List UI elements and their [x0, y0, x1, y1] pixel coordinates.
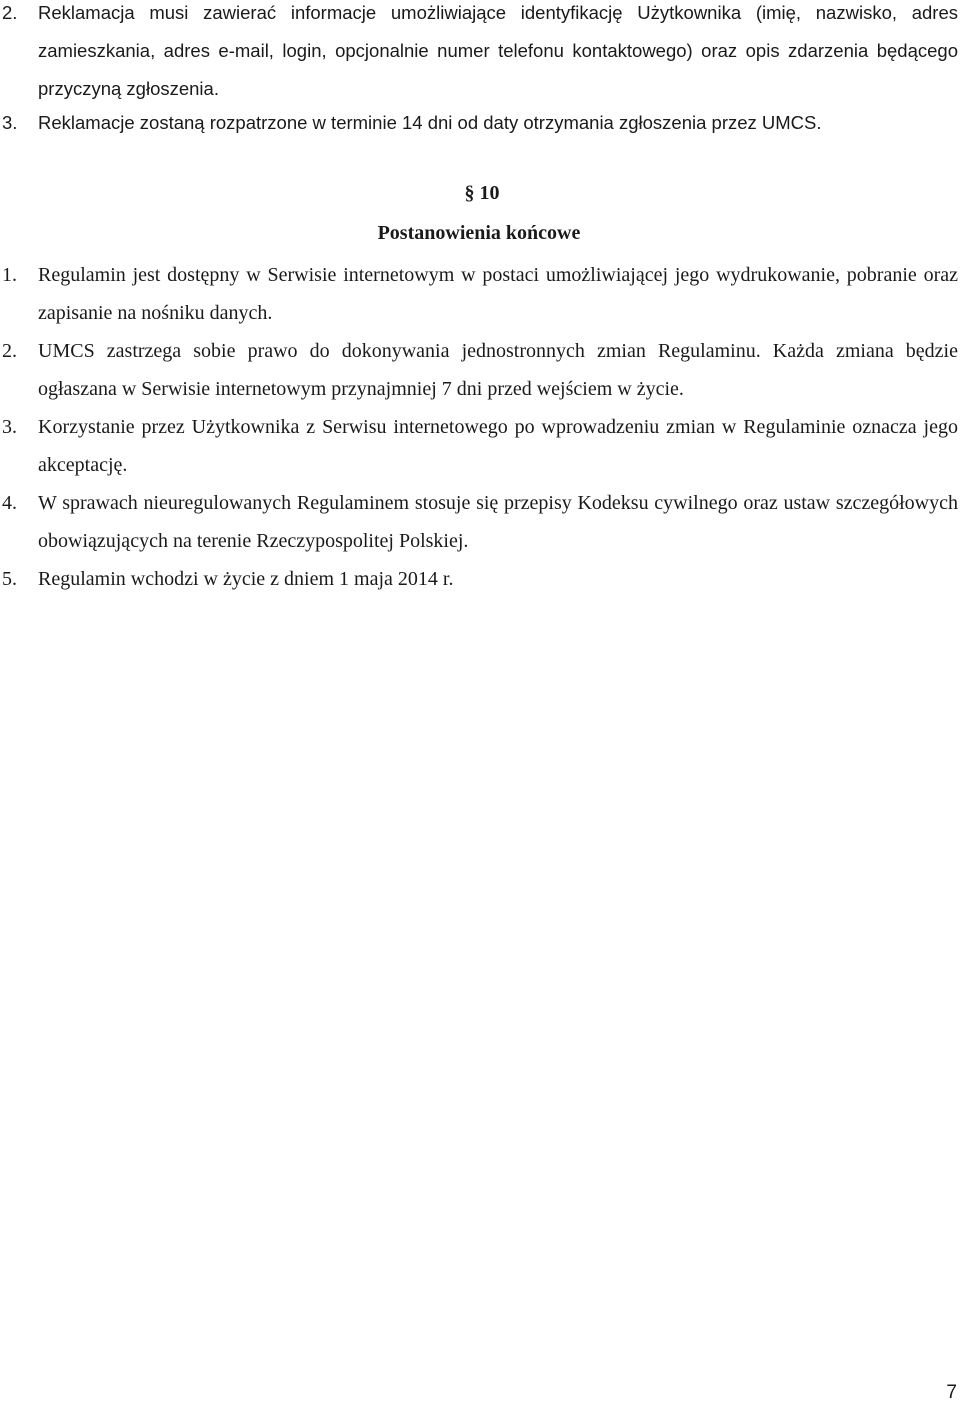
section-number: § 10: [464, 182, 500, 204]
item-text: UMCS zastrzega sobie prawo do dokonywania jednostronnych zmian Regulaminu. Każda zmiana będzie ogłaszana w Serwisie internetowym przynajmniej 7 dni przed wejściem w życie.: [38, 340, 958, 400]
item-text: Reklamacje zostaną rozpatrzone w terminie 14 dni od daty otrzymania zgłoszenia przez UMCS.: [38, 112, 822, 133]
complaint-item-2: [0, 0, 960, 108]
item-number: 2.: [2, 340, 17, 362]
item-text: Korzystanie przez Użytkownika z Serwisu internetowego po wprowadzeniu zmian w Regulaminie oznacza jego akceptację.: [38, 416, 958, 476]
page-number: 7: [946, 1382, 957, 1403]
item-text: Regulamin wchodzi w życie z dniem 1 maja 2014 r.: [38, 568, 454, 590]
item-number: 2.: [2, 2, 18, 23]
final-provision-item-3: [0, 408, 960, 484]
item-number: 3.: [2, 112, 18, 133]
final-provision-item-5: [0, 560, 960, 598]
item-text: W sprawach nieuregulowanych Regulaminem stosuje się przepisy Kodeksu cywilnego oraz ustaw szczegółowych obowiązujących na terenie Rzeczypospolitej Polskiej.: [38, 492, 958, 552]
item-number: 4.: [2, 492, 17, 514]
complaint-item-3: [0, 104, 960, 142]
final-provision-item-1: [0, 256, 960, 332]
final-provision-item-2: [0, 332, 960, 408]
final-provision-item-4: [0, 484, 960, 560]
section-title: Postanowienia końcowe: [377, 222, 581, 244]
item-text: Reklamacja musi zawierać informacje umożliwiające identyfikację Użytkownika (imię, nazwisko, adres zamieszkania, adres e-mail, login, opcjonalnie numer telefonu kontaktowego) oraz opis zdarzenia będącego przyczyną zgłoszenia.: [38, 2, 958, 99]
item-number: 5.: [2, 568, 17, 590]
item-number: 3.: [2, 416, 17, 438]
item-text: Regulamin jest dostępny w Serwisie internetowym w postaci umożliwiającej jego wydrukowanie, pobranie oraz zapisanie na nośniku danych.: [38, 264, 958, 324]
item-number: 1.: [2, 264, 17, 286]
